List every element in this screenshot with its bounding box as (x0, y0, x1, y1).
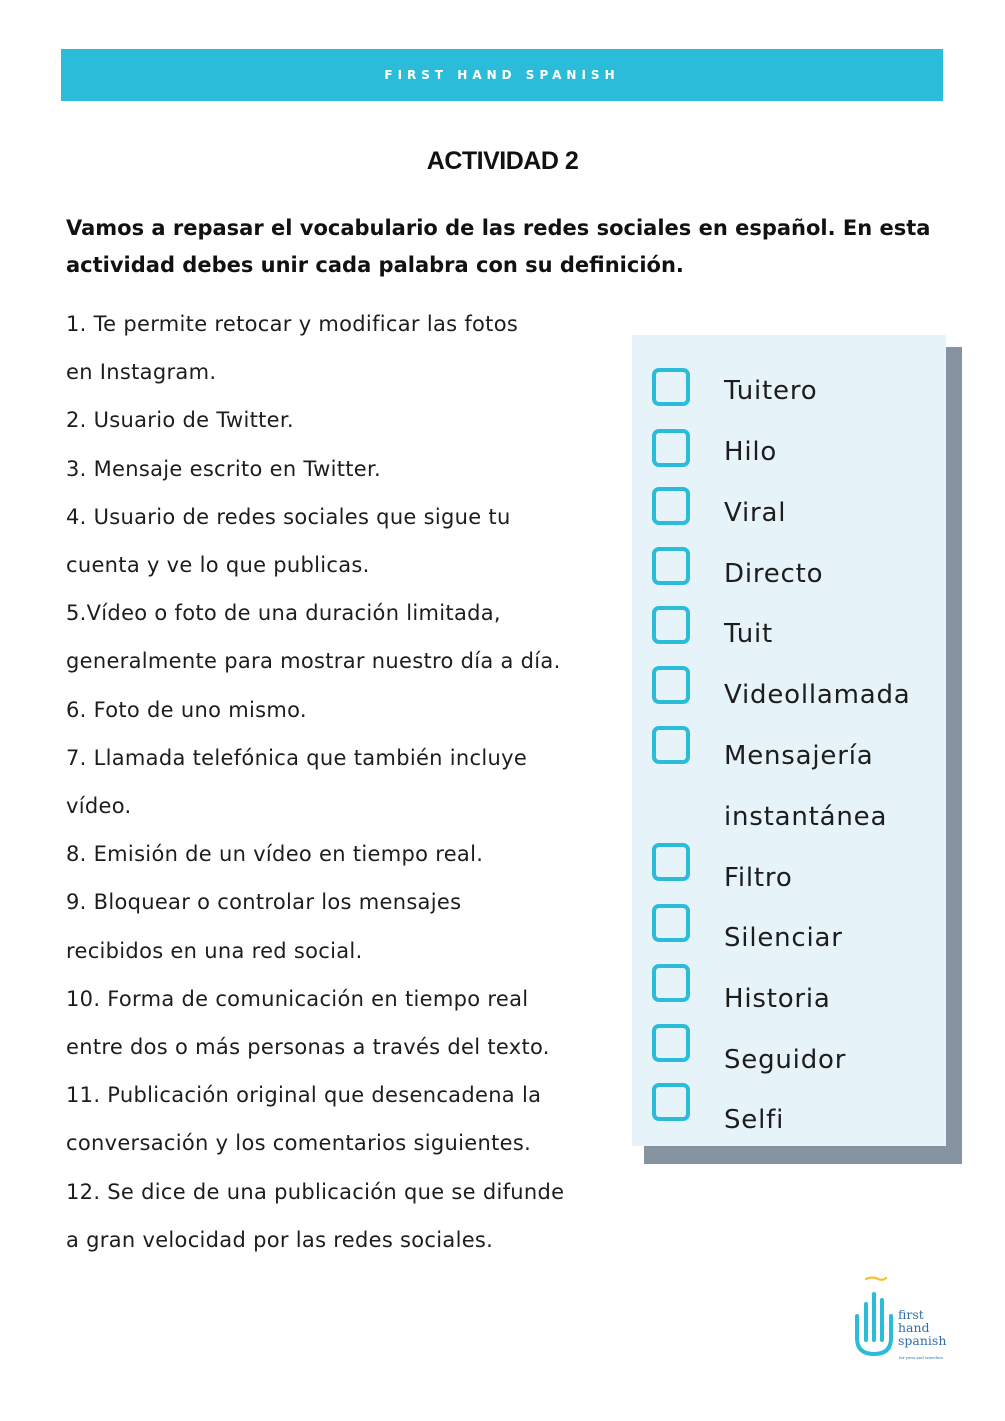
word-label-continued: instantánea (724, 802, 888, 832)
word-label: Hilo (724, 437, 778, 467)
hand-logo-icon (852, 1276, 898, 1360)
definition-line: 8. Emisión de un vídeo en tiempo real. (66, 842, 484, 867)
checkbox[interactable] (652, 843, 690, 881)
definition-line: conversación y los comentarios siguientes. (66, 1131, 532, 1156)
definition-line: 1. Te permite retocar y modificar las fotos (66, 312, 519, 336)
checkbox[interactable] (652, 606, 690, 644)
definition-line: 6. Foto de uno mismo. (66, 697, 307, 722)
definition-line: recibidos en una red social. (66, 938, 363, 963)
definition-line: 11. Publicación original que desencadena la (66, 1083, 542, 1108)
word-label: Filtro (724, 863, 793, 893)
definition-line: generalmente para mostrar nuestro día a día. (66, 649, 561, 674)
word-panel (632, 335, 946, 1146)
definition-line: 10. Forma de comunicación en tiempo real (66, 986, 529, 1011)
definition-line: cuenta y ve lo que publicas. (66, 553, 370, 578)
checkbox[interactable] (652, 726, 690, 764)
word-label: Tuitero (724, 376, 818, 406)
definition-line: 12. Se dice de una publicación que se difunde (66, 1179, 565, 1204)
logo-word: first (898, 1307, 924, 1322)
word-label: Directo (724, 559, 824, 589)
definition-line: entre dos o más personas a través del texto. (66, 1035, 550, 1060)
word-label: Tuit (724, 619, 774, 649)
brand-logo (852, 1276, 962, 1366)
logo-word: hand (898, 1320, 930, 1335)
definition-line: 3. Mensaje escrito en Twitter. (66, 456, 381, 481)
checkbox[interactable] (652, 1083, 690, 1121)
checkbox[interactable] (652, 368, 690, 406)
definitions-list (66, 300, 626, 1264)
word-label: Videollamada (724, 680, 911, 710)
checkbox[interactable] (652, 904, 690, 942)
definition-line: vídeo. (66, 794, 132, 819)
definition-line: 7. Llamada telefónica que también incluye (66, 745, 528, 770)
brand-label: FIRST HAND SPANISH (384, 68, 620, 82)
checkbox[interactable] (652, 666, 690, 704)
word-label: Silenciar (724, 923, 843, 953)
definition-line: a gran velocidad por las redes sociales. (66, 1227, 494, 1252)
word-label: Viral (724, 498, 787, 528)
instructions-text: Vamos a repasar el vocabulario de las redes sociales en español. En esta actividad debes unir cada palabra con su definición. (66, 216, 931, 277)
activity-title: ACTIVIDAD 2 (426, 147, 579, 175)
word-label: Selfi (724, 1105, 785, 1135)
definition-line: 5.Vídeo o foto de una duración limitada, (66, 601, 501, 626)
word-label: Historia (724, 984, 831, 1014)
checkbox[interactable] (652, 1024, 690, 1062)
logo-tagline: for pros and travelers (899, 1355, 944, 1360)
checkbox[interactable] (652, 487, 690, 525)
word-label: Mensajería (724, 741, 874, 771)
definition-line: 4. Usuario de redes sociales que sigue tu (66, 504, 511, 529)
definition-line: en Instagram. (66, 360, 217, 385)
checkbox[interactable] (652, 964, 690, 1002)
logo-wordmark (898, 1308, 946, 1347)
definition-line: 2. Usuario de Twitter. (66, 408, 294, 433)
checkbox[interactable] (652, 429, 690, 467)
word-label: Seguidor (724, 1045, 847, 1075)
logo-word: spanish (898, 1333, 947, 1348)
checkbox[interactable] (652, 547, 690, 585)
definition-line: 9. Bloquear o controlar los mensajes (66, 890, 462, 915)
header-banner (61, 49, 943, 101)
